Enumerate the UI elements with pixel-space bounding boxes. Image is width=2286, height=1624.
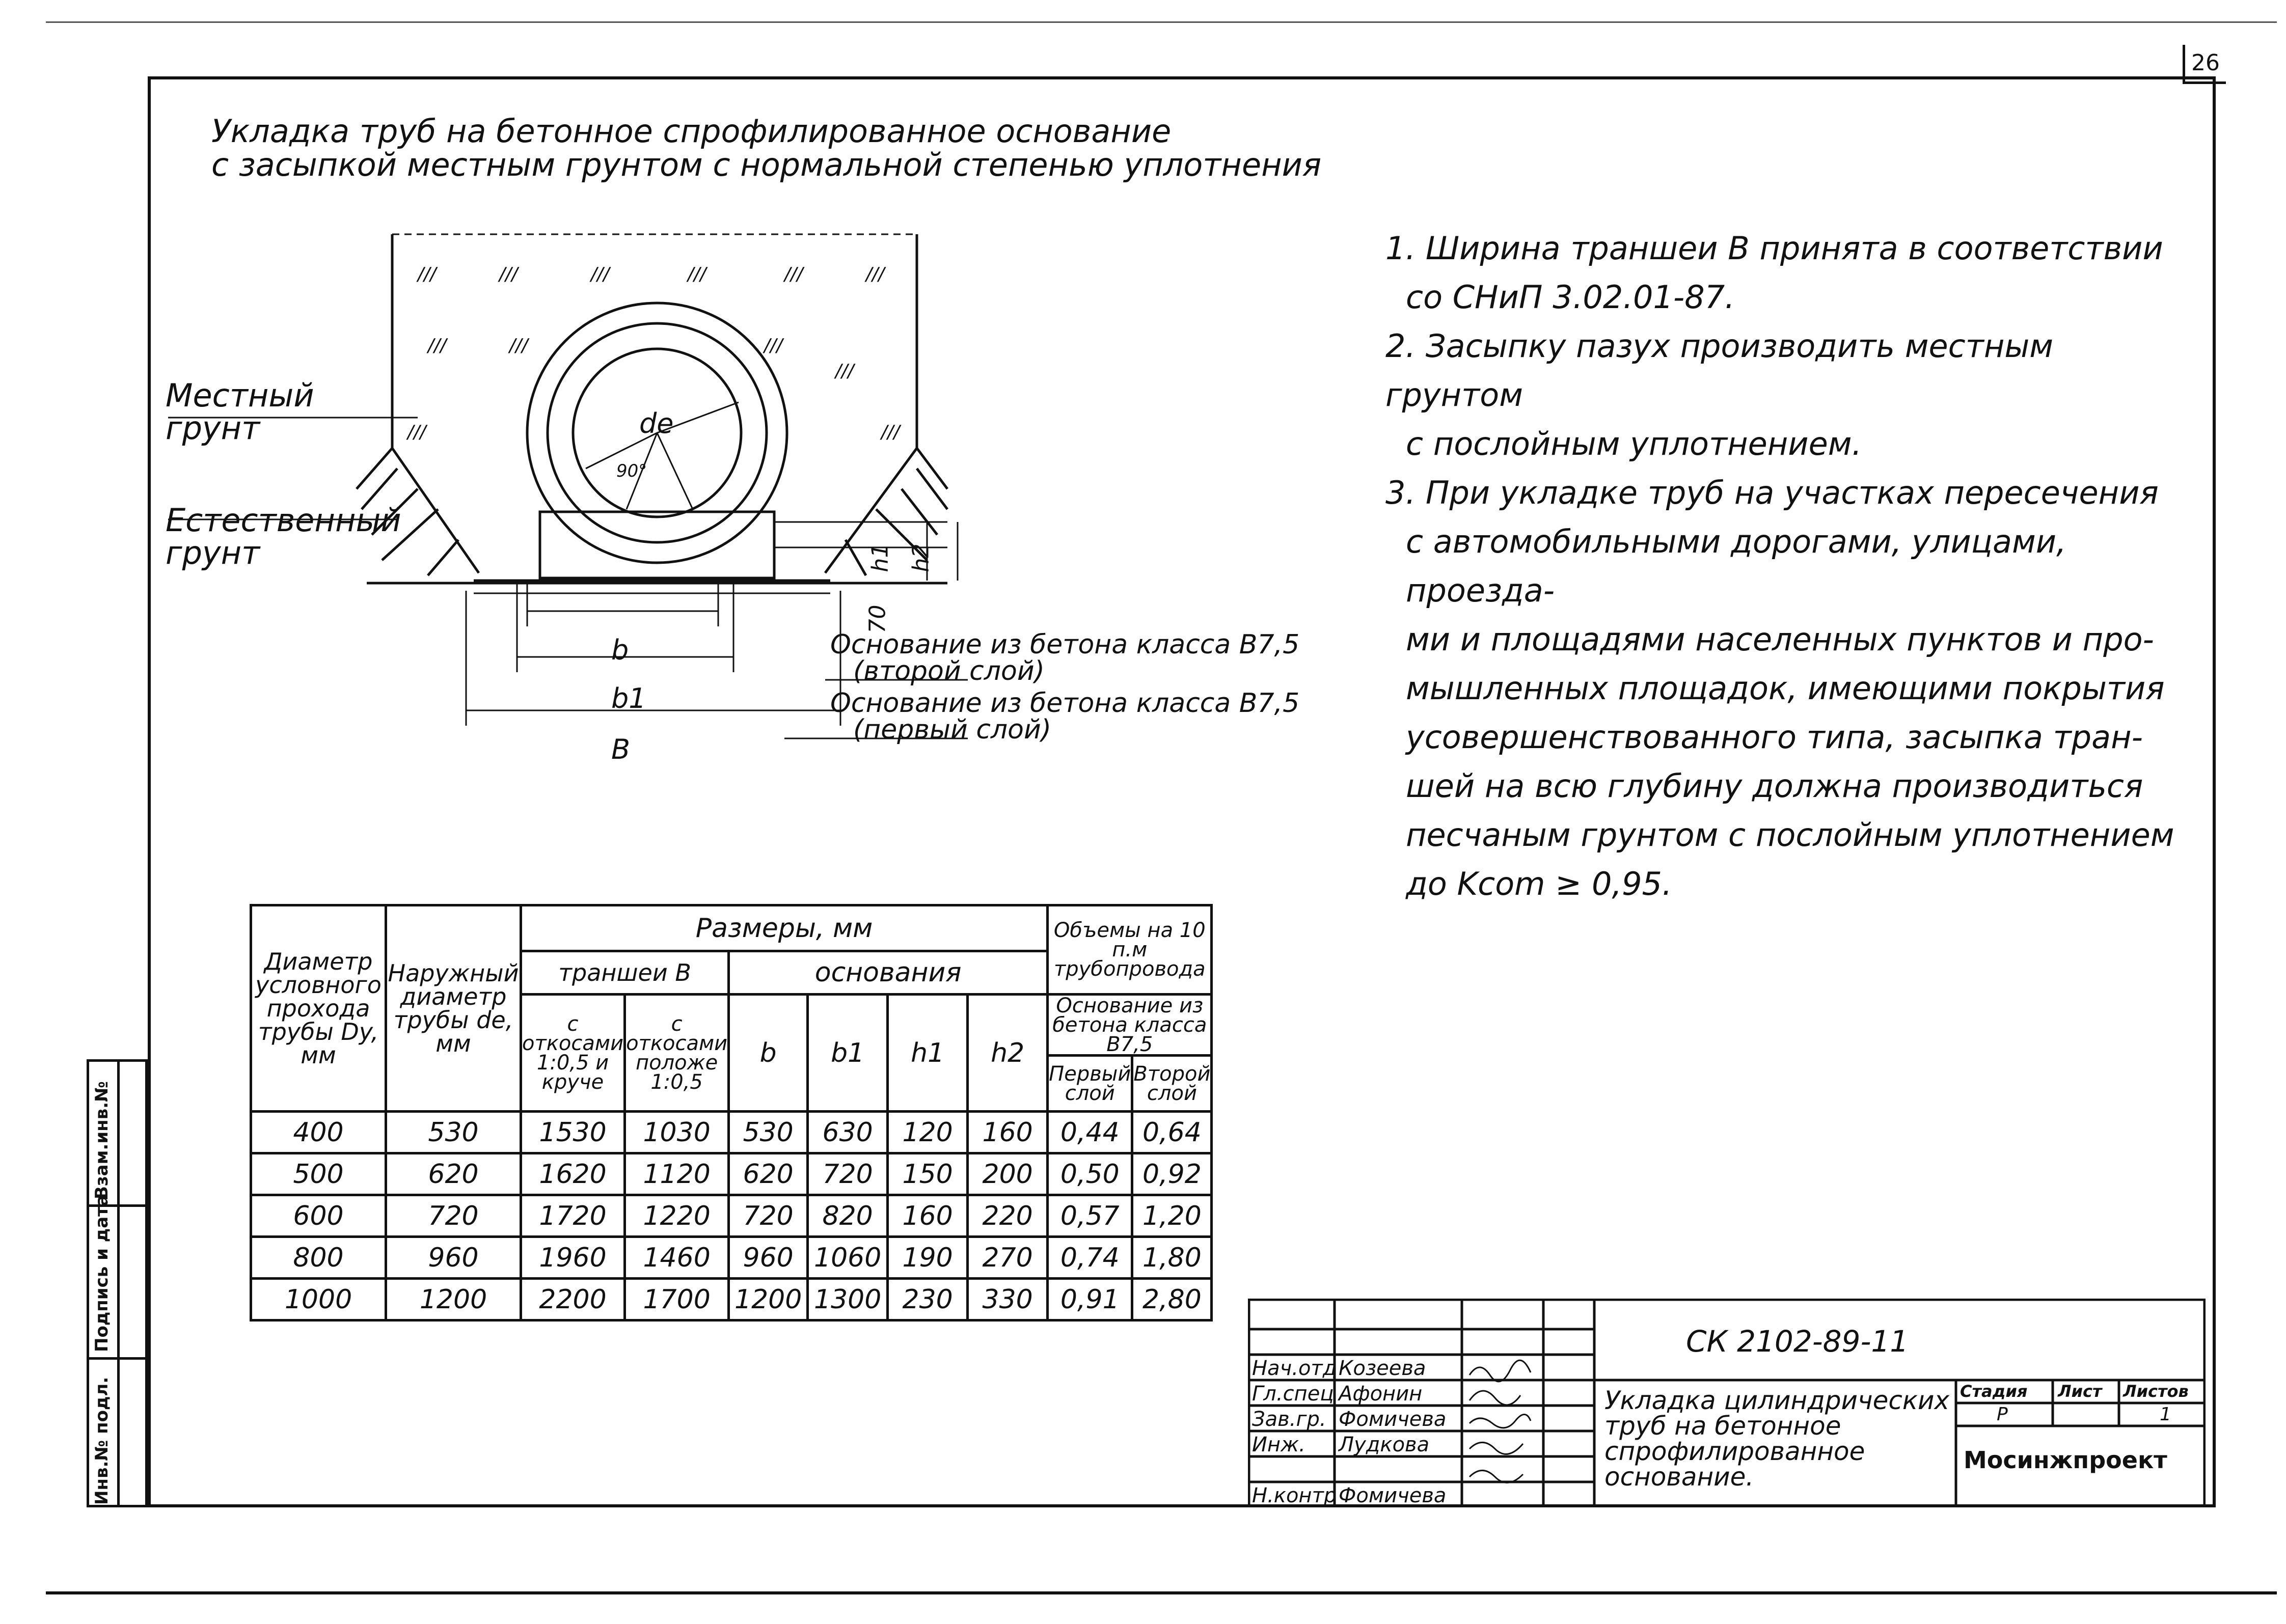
header-volumes: Объемы на 10 п.м трубопровода xyxy=(1048,905,1212,995)
top-rule xyxy=(46,21,2277,23)
dim-angle-label: 90° xyxy=(616,461,647,481)
organization-name: Мосинжпроект xyxy=(1964,1446,2167,1474)
dim-de-label: de xyxy=(639,407,674,439)
signatories-roles xyxy=(1252,1356,1337,1508)
svg-text:///: /// xyxy=(428,335,447,356)
dimensions-table xyxy=(250,904,1213,1322)
signature-scribbles xyxy=(1464,1357,1541,1484)
note-line: усовершенствованного типа, засыпка тран- xyxy=(1406,719,2143,756)
strip-label-replace: Взам.инв.№ xyxy=(92,1081,112,1199)
concrete-base xyxy=(540,512,774,578)
header-b: b xyxy=(729,995,808,1112)
signatories-names xyxy=(1339,1356,1446,1508)
doc-title: Укладка цилиндрических труб на бетонное спрофилированное основание. xyxy=(1604,1386,1950,1492)
name: Лудкова xyxy=(1339,1433,1430,1456)
table-row: 600 720 1720 1220 720 820 160 220 0,57 1,20 xyxy=(251,1195,1212,1237)
role: Гл.спец xyxy=(1252,1382,1334,1406)
note-line: с автомобильными дорогами, улицами, проезда- xyxy=(1406,523,2066,609)
registration-strip xyxy=(87,1059,148,1507)
header-trench: траншеи В xyxy=(521,951,729,995)
header-first-layer: Первый слой xyxy=(1048,1056,1132,1112)
svg-text:///: /// xyxy=(866,264,885,285)
header-h1: h1 xyxy=(888,995,968,1112)
sheets-value: 1 xyxy=(2160,1404,2171,1425)
title-line-1: Укладка труб на бетонное спрофилированное основание xyxy=(211,113,1172,150)
note-line: со СНиП 3.02.01-87. xyxy=(1406,279,1735,316)
header-slope-steep: с откосами 1:0,5 и круче xyxy=(521,995,625,1112)
strip-label-signature: Подпись и дата xyxy=(92,1195,112,1352)
role: Зав.гр. xyxy=(1252,1408,1326,1431)
drawing-title xyxy=(211,115,1321,182)
name: Афонин xyxy=(1339,1382,1423,1406)
header-base: основания xyxy=(729,951,1048,995)
header-h2: h2 xyxy=(968,995,1048,1112)
note-line: шей на всю глубину должна производиться xyxy=(1406,767,2143,805)
dim-h1-label: h1 xyxy=(867,543,893,572)
note-line: 2. Засыпку пазух производить местным грунтом xyxy=(1385,327,2054,414)
note-line: до Kcom ≥ 0,95. xyxy=(1406,865,1672,902)
label-natural-soil: Естественный грунт xyxy=(166,502,401,571)
note-line: 3. При укладке труб на участках пересечения xyxy=(1385,474,2159,511)
table-row: 1000 1200 2200 1700 1200 1300 230 330 0,91 2,80 xyxy=(251,1279,1212,1320)
note-line: ми и площадями населенных пунктов и про- xyxy=(1406,621,2154,658)
svg-text:///: /// xyxy=(407,422,426,443)
header-dy: Диаметр условного прохода трубы Dy, мм xyxy=(251,905,386,1112)
name: Фомичева xyxy=(1339,1484,1447,1507)
title-line-2: с засыпкой местным грунтом с нормальной степенью уплотнения xyxy=(211,146,1322,183)
header-b1: b1 xyxy=(808,995,888,1112)
table-row: 500 620 1620 1120 620 720 150 200 0,50 0,92 xyxy=(251,1153,1212,1195)
strip-label-inventory: Инв.№ подл. xyxy=(92,1377,112,1505)
header-concrete: Основание из бетона класса В7,5 xyxy=(1048,995,1212,1056)
note-line: с послойным уплотнением. xyxy=(1406,425,1862,462)
table-row: 400 530 1530 1030 530 630 120 160 0,44 0,64 xyxy=(251,1112,1212,1153)
svg-text:///: /// xyxy=(509,335,528,356)
dim-h2-label: h2 xyxy=(908,543,934,572)
label-local-soil: Местный грунт xyxy=(166,377,314,447)
svg-text:///: /// xyxy=(418,264,437,285)
bottom-rule xyxy=(46,1591,2277,1594)
svg-text:///: /// xyxy=(881,422,900,443)
role: Нач.отд xyxy=(1252,1357,1337,1380)
base-note-second-layer: Основание из бетона класса В7,5 (второй слой) xyxy=(830,629,1300,686)
header-de: Наружный диаметр трубы de, мм xyxy=(386,905,521,1112)
name: Козеева xyxy=(1339,1357,1426,1380)
role: Инж. xyxy=(1252,1433,1305,1456)
stage-header: Стадия xyxy=(1960,1382,2028,1401)
note-line: мышленных площадок, имеющими покрытия xyxy=(1406,670,2165,707)
header-sizes: Размеры, мм xyxy=(521,905,1048,951)
svg-text:///: /// xyxy=(764,335,783,356)
dim-b1-label: b1 xyxy=(611,682,646,714)
note-line: 1. Ширина траншеи В принята в соответствии xyxy=(1385,230,2163,267)
doc-code: СК 2102-89-11 xyxy=(1686,1324,1909,1359)
page-number: 26 xyxy=(2183,45,2226,84)
svg-text:///: /// xyxy=(591,264,610,285)
stage-value: Р xyxy=(1997,1404,2008,1425)
svg-text:///: /// xyxy=(499,264,518,285)
title-block xyxy=(1248,1299,2206,1507)
sheets-header: Листов xyxy=(2123,1382,2189,1401)
dim-b-label: b xyxy=(611,634,629,666)
sheet-header: Лист xyxy=(2058,1382,2102,1401)
base-note-first-layer: Основание из бетона класса В7,5 (первый слой) xyxy=(830,688,1300,745)
header-slope-gentle: с откосами положе 1:0,5 xyxy=(625,995,729,1112)
dim-70-label: 70 xyxy=(864,604,891,634)
role: Н.контр xyxy=(1252,1484,1337,1507)
header-second-layer: Второй слой xyxy=(1132,1056,1212,1112)
name: Фомичева xyxy=(1339,1408,1447,1431)
dim-B-label: B xyxy=(611,733,631,765)
svg-text:///: /// xyxy=(688,264,706,285)
general-notes xyxy=(1385,224,2200,909)
svg-text:///: /// xyxy=(835,361,854,381)
note-line: песчаным грунтом с послойным уплотнением xyxy=(1406,816,2174,854)
table-row: 800 960 1960 1460 960 1060 190 270 0,74 1,80 xyxy=(251,1237,1212,1279)
svg-text:///: /// xyxy=(784,264,803,285)
